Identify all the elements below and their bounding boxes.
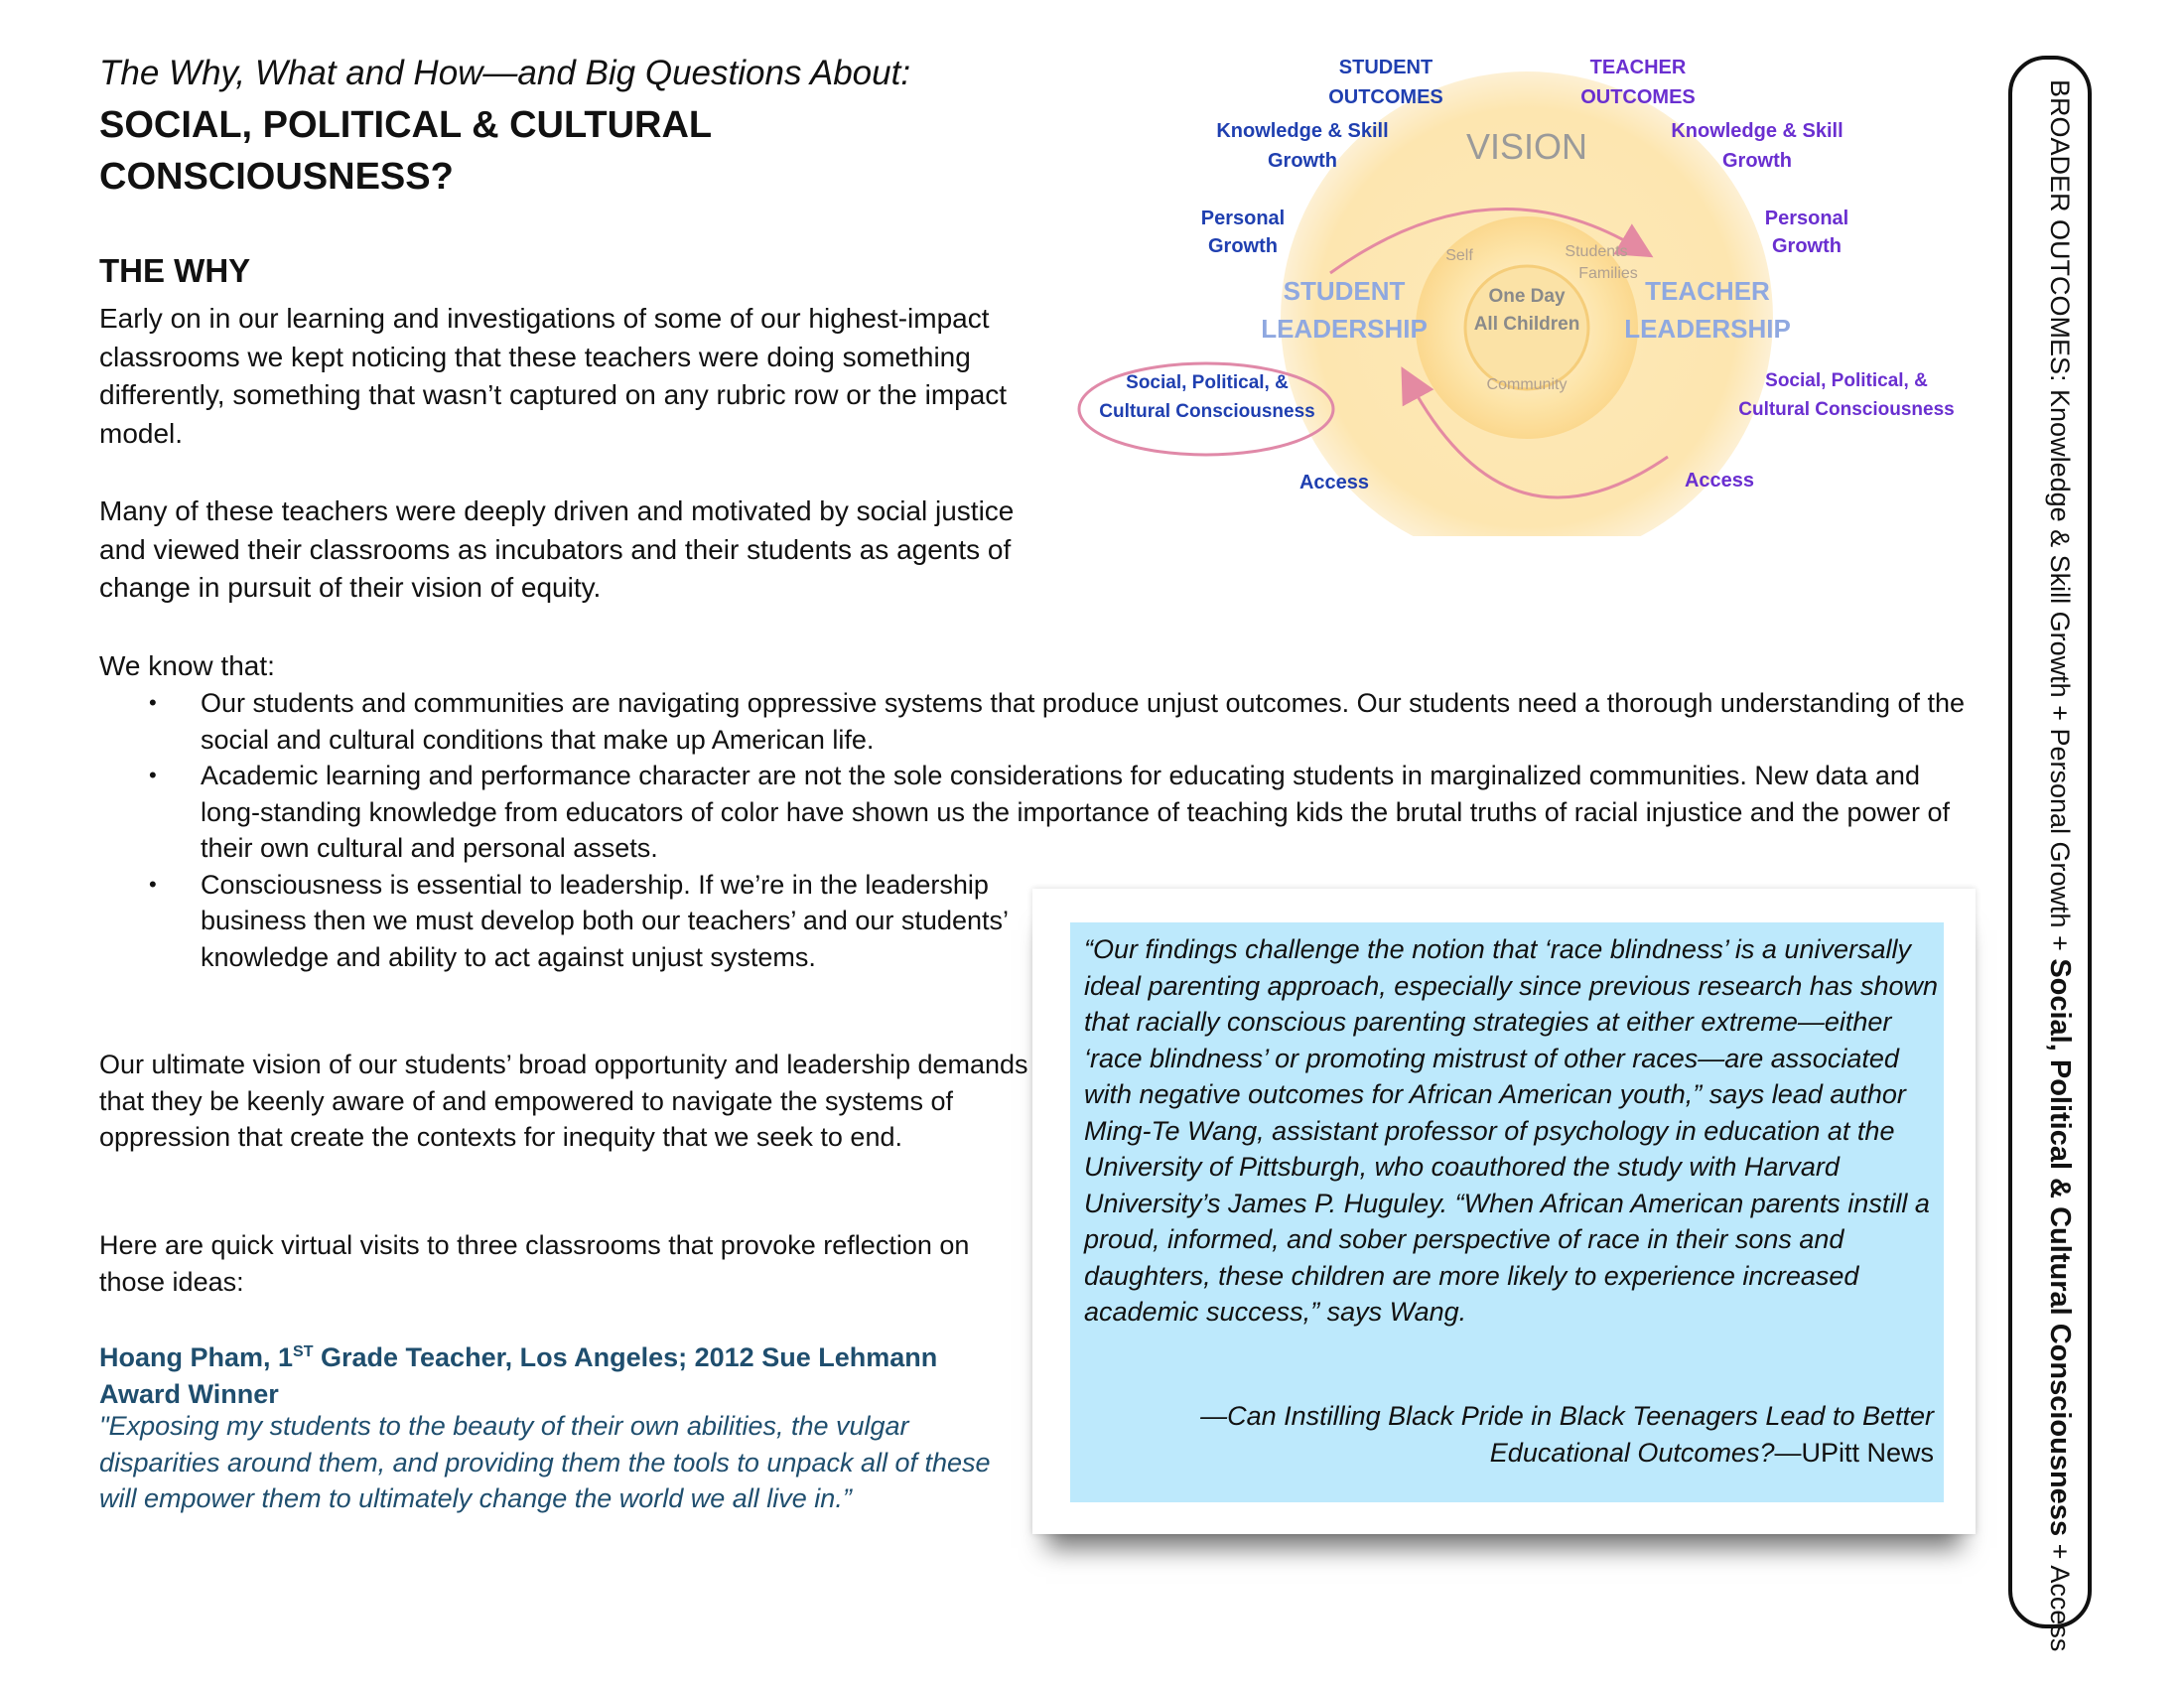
families-label: Families [1578,265,1638,282]
right-social-political-1: Social, Political, & [1765,370,1928,391]
student-leadership-label-2: LEADERSHIP [1261,314,1428,344]
community-label: Community [1486,376,1568,393]
student-outcomes-label-1: STUDENT [1338,57,1433,78]
left-social-political-2: Cultural Consciousness [1099,401,1315,422]
right-personal-growth-2: Growth [1772,235,1842,257]
teacher-outcomes-label-1: TEACHER [1589,57,1687,78]
teacher-name-part-2: Grade Teacher, Los Angeles; 2012 Sue Lehmann Award Winner [99,1342,938,1409]
section-heading-why: THE WHY [99,252,251,289]
teacher-name-sup: ST [293,1343,314,1360]
left-personal-growth-1: Personal [1200,208,1286,229]
self-label: Self [1445,247,1473,264]
student-leadership-label-1: STUDENT [1283,276,1406,306]
sidebar-suffix: + Access [2045,1536,2075,1652]
right-personal-growth-1: Personal [1764,208,1849,229]
left-knowledge-skill-1: Knowledge & Skill [1216,120,1389,142]
why-paragraph-1: Early on in our learning and investigations of some of our highest-impact classrooms we kept noticing that these teachers were doing something differently, something that wasn’t captured on any rubric row or the impact model. [99,303,1008,449]
right-knowledge-skill-1: Knowledge & Skill [1671,120,1843,142]
callout-quote: “Our findings challenge the notion that ‘race blindness’ is a universally ideal parenting approach, especially since previous research has shown that racially conscious parenting strategies at either extreme—either ‘race blindness’ or promoting mistrust of other races—are associated with negative outcomes for African American youth,” says lead author Ming-Te Wang, assistant professor of psychology in education at the University of Pittsburgh, who coauthored the study with Harvard University’s James P. Huguley. “When African American parents instill a proud, informed, and sober perspective of race in their sons and daughters, these children are more likely to experience increased academic success,” says Wang. [1084,934,1939,1327]
teacher-leadership-label-1: TEACHER [1645,276,1770,306]
outcomes-diagram [1072,40,2005,536]
left-social-political-1: Social, Political, & [1126,372,1289,393]
sidebar-prefix: BROADER OUTCOMES: Knowledge & Skill Growth + Personal Growth + [2045,79,2075,959]
teacher-leadership-label-2: LEADERSHIP [1624,314,1791,344]
right-social-political-2: Cultural Consciousness [1738,399,1955,420]
bullet-glyph: • [149,763,157,787]
center-label-2: All Children [1473,314,1580,335]
sidebar-emphasis: Social, Political & Cultural Consciousness [2044,958,2076,1537]
sidebar-text [2043,79,2077,1652]
left-knowledge-skill-2: Growth [1268,150,1337,172]
teacher-heading [99,1335,993,1412]
title-intro: The Why, What and How—and Big Questions About: [99,54,911,92]
list-item-text: Academic learning and performance character are not the sole considerations for educating students in marginalized communities. New data and long-standing knowledge from educators of color have shown us the importance of teaching kids the brutal truths of racial injustice and the power of their own cultural and personal assets. [201,761,1951,863]
teacher-outcomes-label-2: OUTCOMES [1580,86,1696,108]
list-item [149,685,1966,758]
right-knowledge-skill-2: Growth [1722,150,1792,172]
vision-label: VISION [1465,126,1588,167]
list-item [149,867,1054,976]
right-access-label: Access [1684,470,1755,492]
teacher-name-part-1: Hoang Pham, 1 [99,1342,294,1372]
center-label-1: One Day [1488,286,1566,307]
list-item-text: Consciousness is essential to leadership. If we’re in the leadership business then we must develop both our teachers’ and our students’ knowledge and ability to act against unjust systems. [201,869,1008,972]
callout-source [1084,1398,1934,1471]
why-paragraph-4: Here are quick virtual visits to three classrooms that provoke reflection on those ideas: [99,1230,970,1297]
callout-source-publication: —UPitt News [1774,1437,1934,1468]
teacher-quote: "Exposing my students to the beauty of their own abilities, the vulgar disparities around them, and providing them the tools to unpack all of these will empower them to ultimately change the world we all live in.” [99,1411,991,1513]
why-paragraph-2: Many of these teachers were deeply driven and motivated by social justice and viewed their classrooms as incubators and their students as agents of change in pursuit of their vision of equity. [99,495,1015,603]
left-access-label: Access [1298,472,1370,493]
callout-source-title: —Can Instilling Black Pride in Black Teenagers Lead to Better Educational Outcomes? [1200,1401,1934,1468]
left-personal-growth-2: Growth [1208,235,1278,257]
bullet-glyph: • [149,871,157,897]
list-item [149,758,1966,867]
why-paragraph-3: Our ultimate vision of our students’ broad opportunity and leadership demands that they be keenly aware of and empowered to navigate the systems of oppression that create the contexts for inequity that we seek to end. [99,1050,1028,1152]
students-label: Students [1565,243,1628,260]
bullet-glyph: • [149,690,157,715]
student-outcomes-label-2: OUTCOMES [1328,86,1443,108]
page-title: SOCIAL, POLITICAL & CULTURAL CONSCIOUSNESS? [99,104,712,198]
we-know-intro: We know that: [99,650,275,681]
list-item-text: Our students and communities are navigating oppressive systems that produce unjust outcomes. Our students need a thorough understanding of the social and cultural conditions that make up American life. [201,688,1966,755]
